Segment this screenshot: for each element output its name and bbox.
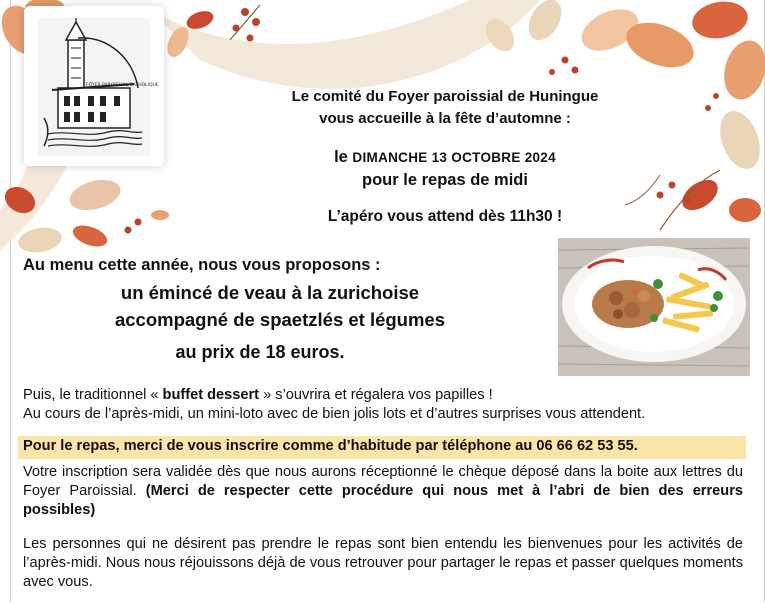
registration-phone-line: Pour le repas, merci de vous inscrire comme d’habitude par téléphone au 06 66 62 53 55. — [23, 438, 638, 454]
foyer-logo-card — [24, 6, 164, 166]
date-main: DIMANCHE 13 OCTOBRE 2024 — [352, 150, 556, 165]
svg-text:FOYER PAROISSIAL CATHOLIQUE: FOYER PAROISSIAL CATHOLIQUE — [86, 83, 159, 88]
menu-price: au prix de 18 euros. — [175, 342, 345, 362]
validation-paragraph — [23, 463, 743, 520]
validation-note: (Merci de respecter cette procédure qui nous met à l’abri de bien des erreurs possibles) — [23, 483, 743, 518]
event-date — [190, 146, 700, 169]
committee-line: Le comité du Foyer paroissial de Huningue — [291, 88, 599, 105]
buffet-pre: Puis, le traditionnel « — [23, 387, 163, 403]
buffet-dessert-emphasis: buffet dessert — [162, 387, 260, 403]
menu-intro: Au menu cette année, nous vous proposons : — [23, 256, 381, 274]
buffet-line — [23, 386, 743, 405]
invitation-header — [190, 86, 700, 130]
dish-photo — [558, 238, 750, 376]
date-prefix: le — [334, 148, 348, 166]
dessert-and-loto-paragraph — [23, 386, 743, 424]
closing-paragraph: Les personnes qui ne désirent pas prendre le repas sont bien entendu les bienvenues pour les activités de l’après-midi. Nous nous réjouissons déjà de vous retrouver pour partager le repas et passer quelques moments avec vous. — [23, 536, 743, 590]
foyer-building-logo — [38, 18, 159, 156]
buffet-post: » s’ouvrira et régalera vos papilles ! — [259, 387, 493, 403]
apero-time: L’apéro vous attend dès 11h30 ! — [327, 208, 563, 225]
loto-line: Au cours de l’après-midi, un mini-loto avec de bien jolis lots et d’autres surprises vous attendent. — [23, 406, 646, 422]
welcome-line: vous accueille à la fête d’automne : — [319, 110, 571, 127]
menu-dish-sides: accompagné de spaetzlés et légumes — [114, 309, 446, 330]
event-date-block — [190, 146, 700, 192]
validation-text: Votre inscription sera validée dès que nous aurons réceptionné le chèque déposé dans la boite aux lettres du Foyer Paroissial. — [23, 464, 743, 499]
menu-dish-main: un émincé de veau à la zurichoise — [120, 282, 420, 303]
meal-time: pour le repas de midi — [362, 171, 528, 189]
